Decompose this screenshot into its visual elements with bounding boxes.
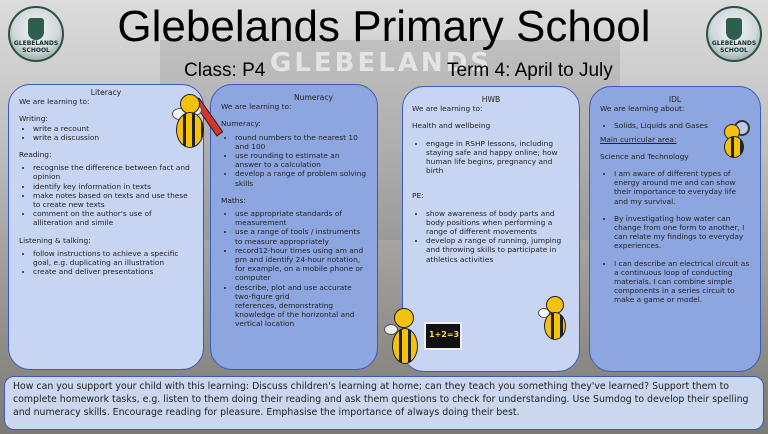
list-item: • use rounding to estimate an answer to a calculation — [235, 151, 367, 169]
list-item: • use appropriate standards of measurement — [235, 209, 367, 227]
numeracy-heading: Numeracy — [293, 93, 333, 102]
bee-with-chalkboard-icon — [384, 306, 468, 370]
hwb-heading: HWB — [481, 95, 501, 104]
maths-title: Maths: — [221, 195, 246, 205]
list-item: • develop a range of running, jumping and throwing skills to participate in athletics activities — [426, 236, 570, 264]
bee-waving-icon — [538, 296, 574, 344]
area-title: Main curricular area: — [600, 134, 677, 144]
literacy-heading: Literacy — [90, 88, 122, 97]
list-item: • follow instructions to achieve a specific goal, e.g. duplicating an illustration — [33, 249, 193, 267]
pe-title: PE: — [412, 191, 424, 201]
list-item: • record12-hour times using am and pm and identify 24-hour notation, for example, on a mobile phone or computer — [235, 246, 367, 283]
list-item: • write a discussion — [33, 133, 193, 142]
list-item: • describe, plot and use accurate two-figure grid — [235, 283, 367, 301]
class-label: Class: P4 — [184, 60, 266, 81]
list-item: • I can describe an electrical circuit as a continuous loop of conducting materials. I can combine simple components in a series circuit to make a game or model. — [614, 259, 750, 305]
bee-magnifying-glass-icon — [720, 118, 756, 160]
numeracy-panel — [210, 84, 378, 370]
listening-title: Listening & talking: — [19, 235, 91, 245]
building-sign: GLEBELANDS — [270, 48, 493, 78]
list-item: • round numbers to the nearest 10 and 100 — [235, 133, 367, 151]
bee-with-pencil-icon — [170, 92, 220, 156]
idl-intro: We are learning about: — [600, 104, 685, 114]
pe-list — [412, 209, 570, 264]
idl-heading: IDL — [668, 95, 682, 104]
listening-list — [19, 249, 193, 277]
list-item: • I am aware of different types of energy around me and can show their importance to everyday life and my survival. — [614, 169, 750, 206]
parent-support-box: How can you support your child with this learning: Discuss children's learning at home; can they teach you something they've learned? Support them to complete homework tasks, e.g. listen to them doing their reading and ask them questions to check for understanding. Use Sumdog to develop their spelling and numeracy skills. Encourage reading for pleasure. Emphasise the importance of always doing their best. — [4, 376, 764, 430]
list-item: • write a recount — [33, 124, 193, 133]
list-item: • create and deliver presentations — [33, 267, 193, 276]
numeracy-list — [221, 133, 367, 188]
list-item: • show awareness of body parts and body positions when performing a range of different movements — [426, 209, 570, 237]
maths-tail: references, demonstrating knowledge of the horizontal and vertical location — [235, 301, 355, 329]
idl-list — [600, 169, 750, 305]
logo-text: GLEBELANDS SCHOOL — [13, 40, 59, 54]
list-item: • engage in RSHP lessons, including staying safe and happy online; how human life begins, pregnancy and birth — [426, 139, 570, 176]
list-item: • develop a range of problem solving skills — [235, 169, 367, 187]
list-item: • comment on the author's use of alliteration and simile — [33, 209, 193, 227]
chalkboard-icon — [424, 322, 462, 350]
writing-title: Writing: — [19, 114, 48, 124]
numeracy-title: Numeracy: — [221, 119, 261, 129]
logo-text: GLEBELANDS SCHOOL — [711, 40, 757, 54]
health-title: Health and wellbeing — [412, 121, 491, 131]
term-label: Term 4: April to July — [447, 60, 613, 81]
list-item: • recognise the difference between fact and opinion — [33, 163, 193, 181]
page-title: Glebelands Primary School — [117, 2, 651, 51]
hwb-intro: We are learning to: — [412, 104, 483, 114]
reading-list — [19, 163, 193, 227]
maths-list — [221, 209, 367, 301]
health-list — [412, 139, 570, 176]
list-item: • identify key information in texts — [33, 182, 193, 191]
numeracy-intro: We are learning to: — [221, 102, 292, 112]
list-item: • By investigating how water can change from one form to another, I can relate my findings to everyday experiences. — [614, 214, 750, 251]
list-item: • Solids, Liquids and Gases — [614, 121, 750, 130]
writing-list — [19, 124, 193, 142]
list-item: • make notes based on texts and use these to create new texts — [33, 191, 193, 209]
list-item: • use a range of tools / instruments to measure appropriately — [235, 227, 367, 245]
reading-title: Reading: — [19, 150, 52, 160]
chalkboard-text: 1+2=3 — [429, 330, 460, 339]
literacy-intro: We are learning to: — [19, 97, 90, 107]
area-value: Science and Technology — [600, 151, 689, 161]
